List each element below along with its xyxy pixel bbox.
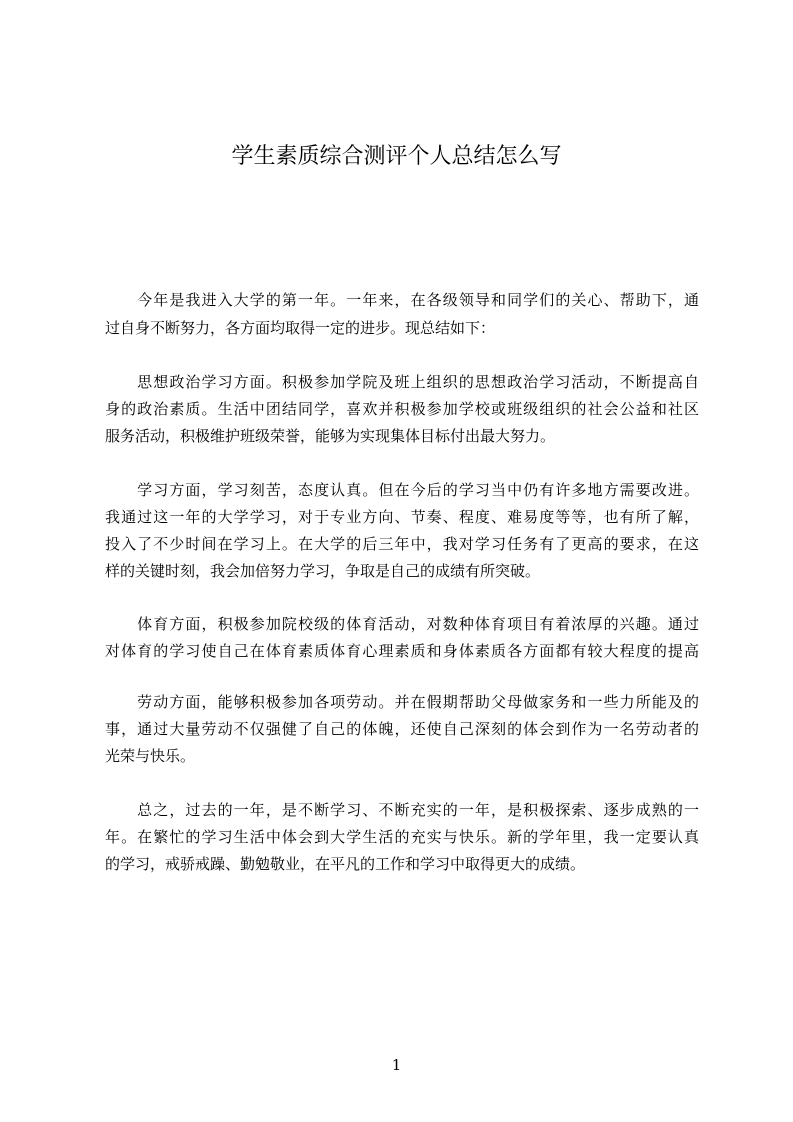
paragraph-2-line-2: 身的政治素质。生活中团结同学，喜欢并积极参加学校或班级组织的社会公益和社区 [105,400,699,418]
paragraph-3-line-2: 我通过这一年的大学学习，对于专业方向、节奏、程度、难易度等等，也有所了解， [105,508,699,526]
paragraph-5-line-1: 劳动方面，能够积极参加各项劳动。并在假期帮助父母做家务和一些力所能及的 [105,693,699,711]
paragraph-5-line-2: 事，通过大量劳动不仅强健了自己的体魄，还使自己深刻的体会到作为一名劳动者的 [105,720,699,738]
paragraph-3-line-1: 学习方面，学习刻苦，态度认真。但在今后的学习当中仍有许多地方需要改进。 [105,481,699,499]
paragraph-1-line-1: 今年是我进入大学的第一年。一年来，在各级领导和同学们的关心、帮助下，通 [105,291,699,309]
paragraph-2-line-1: 思想政治学习方面。积极参加学院及班上组织的思想政治学习活动，不断提高自 [105,373,699,391]
paragraph-1-line-2: 过自身不断努力，各方面均取得一定的进步。现总结如下： [105,319,496,337]
paragraph-5-line-3: 光荣与快乐。 [105,747,196,765]
paragraph-6-line-1: 总之，过去的一年，是不断学习、不断充实的一年，是积极探索、逐步成熟的一 [105,801,699,819]
paragraph-6-line-2: 年。在繁忙的学习生活中体会到大学生活的充实与快乐。新的学年里，我一定要认真 [105,828,699,846]
document-title: 学生素质综合测评个人总结怎么写 [231,144,562,169]
paragraph-4-line-1: 体育方面，积极参加院校级的体育活动，对数种体育项目有着浓厚的兴趣。通过 [105,615,699,633]
paragraph-2-line-3: 服务活动，积极维护班级荣誉，能够为实现集体目标付出最大努力。 [105,427,556,445]
paragraph-6-line-3: 的学习，戒骄戒躁、勤勉敬业，在平凡的工作和学习中取得更大的成绩。 [105,855,586,873]
paragraph-3-line-3: 投入了不少时间在学习上。在大学的后三年中，我对学习任务有了更高的要求，在这 [105,535,699,553]
paragraph-4-line-2: 对体育的学习使自己在体育素质体育心理素质和身体素质各方面都有较大程度的提高 [105,642,699,660]
paragraph-3-line-4: 样的关键时刻，我会加倍努力学习，争取是自己的成绩有所突破。 [105,562,541,580]
page-number: 1 [391,1056,402,1074]
